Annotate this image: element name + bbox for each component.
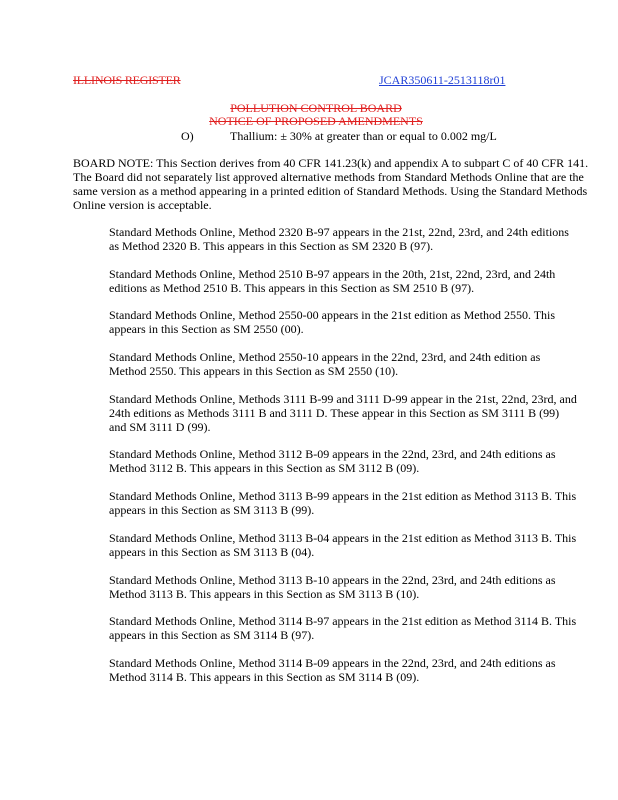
list-item: Standard Methods Online, Method 3113 B-99 appears in the 21st edition as Method 3113 B. This appears in this Section as SM 3113 B (99). bbox=[109, 489, 577, 518]
list-item: Standard Methods Online, Methods 3111 B-99 and 3111 D-99 appear in the 21st, 22nd, 23rd, and 24th editions as Methods 3111 B and 3111 D. These appear in this Section as SM 3111 B (99) and SM 3111 D (99). bbox=[109, 391, 577, 434]
list-item: Standard Methods Online, Method 3114 B-97 appears in the 21st edition as Method 3114 B. This appears in this Section as SM 3114 B (97). bbox=[109, 614, 577, 643]
list-item: Standard Methods Online, Method 3113 B-04 appears in the 21st edition as Method 3113 B. This appears in this Section as SM 3113 B (04). bbox=[109, 530, 577, 559]
list-item: Standard Methods Online, Method 3112 B-09 appears in the 22nd, 23rd, and 24th editions as Method 3112 B. This appears in this Section as SM 3112 B (09). bbox=[109, 447, 556, 476]
list-item: Standard Methods Online, Method 2550-00 appears in the 21st edition as Method 2550. This appears in this Section as SM 2550 (00). bbox=[109, 308, 556, 337]
list-item: Standard Methods Online, Method 2320 B-97 appears in the 21st, 22nd, 23rd, and 24th editions as Method 2320 B. This appears in this Section as SM 2320 B (97). bbox=[109, 225, 569, 253]
notice-title: NOTICE OF PROPOSED AMENDMENTS bbox=[209, 114, 423, 128]
document-id-link[interactable]: JCAR350611-2513118r01 bbox=[379, 73, 506, 87]
thallium-entry bbox=[181, 129, 497, 143]
thallium-text: Thallium: ± 30% at greater than or equal to 0.002 mg/L bbox=[230, 129, 497, 143]
list-item: Standard Methods Online, Method 3114 B-09 appears in the 22nd, 23rd, and 24th editions as Method 3114 B. This appears in this Section as SM 3114 B (09). bbox=[109, 655, 556, 684]
thallium-label: O) bbox=[181, 129, 194, 143]
list-item: Standard Methods Online, Method 2510 B-97 appears in the 20th, 21st, 22nd, 23rd, and 24th editions as Method 2510 B. This appears in this Section as SM 2510 B (97). bbox=[109, 266, 556, 295]
board-title: POLLUTION CONTROL BOARD bbox=[230, 101, 402, 115]
register-header: ILLINOIS REGISTER bbox=[73, 73, 181, 87]
list-item: Standard Methods Online, Method 3113 B-10 appears in the 22nd, 23rd, and 24th editions as Method 3113 B. This appears in this Section as SM 3113 B (10). bbox=[109, 572, 556, 601]
list-item: Standard Methods Online, Method 2550-10 appears in the 22nd, 23rd, and 24th edition as Method 2550. This appears in this Section as SM 2550 (10). bbox=[109, 350, 541, 379]
methods-list bbox=[109, 225, 579, 698]
board-note: BOARD NOTE: This Section derives from 40 CFR 141.23(k) and appendix A to subpart C of 40 CFR 141. The Board did not separately list approved alternative methods from Standard Methods Online that are the same version as a method appearing in a printed edition of Standard Methods. Using the Standard Methods Online version is acceptable. bbox=[73, 156, 589, 212]
